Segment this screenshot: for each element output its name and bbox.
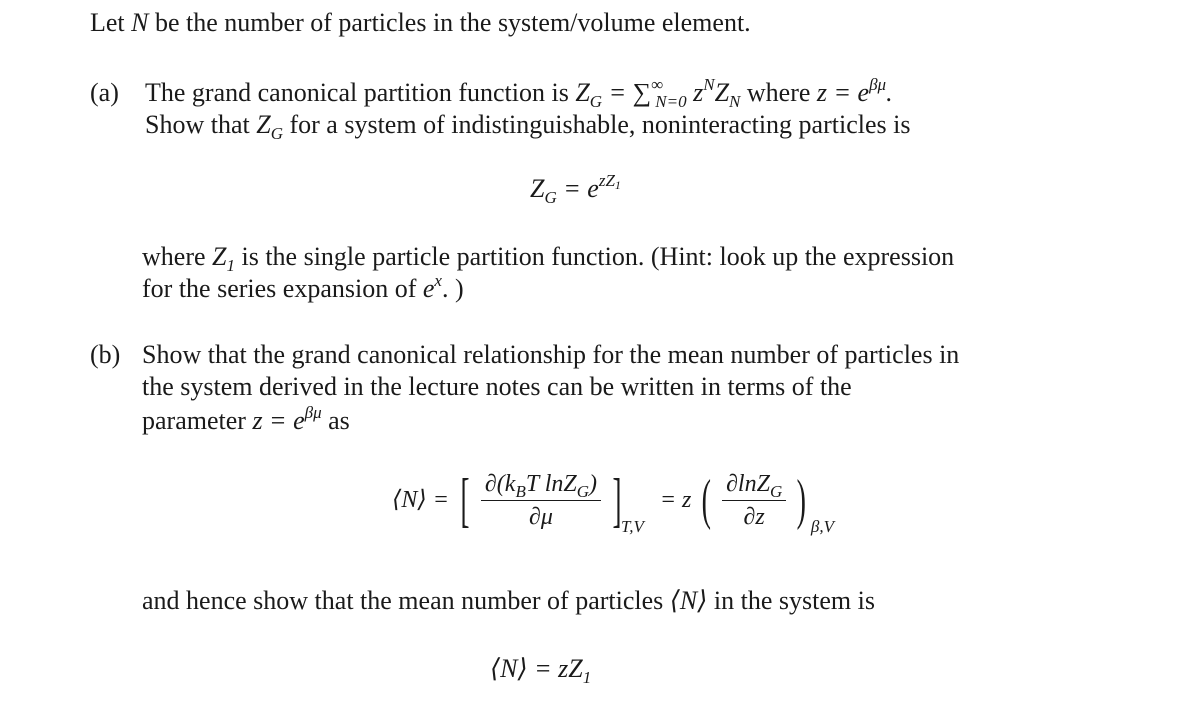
right-bracket: ] <box>612 467 622 533</box>
part-b-hence-after: in the system is <box>713 586 875 615</box>
part-a-after-line-2 <box>142 271 464 303</box>
part-a-display-equation: $Z_G = e^{zZ_1}$ <box>530 171 621 207</box>
part-b-final-equation: ⟨N⟩ = $zZ_1$ <box>490 654 592 687</box>
part-b-line-3-after: as <box>328 406 350 435</box>
part-a-after-line-1 <box>142 242 955 275</box>
part-a-line-1 <box>145 75 893 111</box>
mean-n-lhs: ⟨N⟩ = <box>392 487 449 513</box>
part-a-line-2-symbol: $Z_G$ <box>256 110 283 143</box>
bracket-fraction: $\frac{\partial(k_BT \ln Z_G)}{\partial\mu}$ <box>481 472 601 529</box>
part-b-display-equation <box>392 467 834 536</box>
part-b-line-2: the system derived in the lecture notes can be written in terms of the <box>142 372 852 401</box>
equals-z: = z <box>659 487 692 513</box>
part-a-after-1-before: where <box>142 242 206 271</box>
beta-v-subscript: β,V <box>810 516 834 536</box>
part-a-zg-sum-equation: $Z_G = \sum^\infty_{N=0}$ $z^NZ_N$ <box>575 75 741 111</box>
intro-line <box>90 10 751 36</box>
part-a-z-definition: $z = e^{\beta\mu}$. <box>816 75 893 107</box>
part-a-line-2-after: for a system of indistinguishable, noninteracting particles is <box>289 110 911 139</box>
part-a-z1-symbol: $Z_1$ <box>212 242 235 275</box>
part-b-mean-n-symbol: ⟨N⟩ <box>669 586 708 615</box>
part-b-line-1: Show that the grand canonical relationship for the mean number of particles in <box>142 340 960 369</box>
part-a-line-2-before: Show that <box>145 110 250 139</box>
part-a-after-1-after: is the single particle partition function. (Hint: look up the expression <box>241 242 955 271</box>
part-a-label: (a) <box>90 78 119 107</box>
left-bracket: [ <box>460 467 470 533</box>
intro-text-before: Let <box>90 8 132 37</box>
left-paren: ( <box>702 469 712 531</box>
paren-fraction: $\frac{\partial\ln Z_G}{\partial z}$ <box>722 472 786 529</box>
part-b-line-3 <box>142 403 350 435</box>
part-b-line-3-before: parameter <box>142 406 246 435</box>
part-a-after-2-before: for the series expansion of <box>142 274 417 303</box>
part-b-hence-before: and hence show that the mean number of particles <box>142 586 664 615</box>
right-paren: ) <box>796 469 807 531</box>
tv-subscript: T,V <box>621 516 644 536</box>
part-b-z-definition: $z = e^{\beta\mu}$ <box>252 403 322 435</box>
part-a-ex-symbol: $e^x$ <box>422 271 442 303</box>
part-a-after-2-after: . ) <box>441 274 464 303</box>
intro-text-after: be the number of particles in the system/volume element. <box>148 8 751 37</box>
part-a-where: where <box>746 78 811 107</box>
part-a-line-1-text: The grand canonical partition function is <box>145 78 569 107</box>
part-b-label: (b) <box>90 340 121 369</box>
part-a-line-2 <box>145 110 911 143</box>
intro-variable: N <box>131 8 149 37</box>
part-b-hence-line <box>142 588 875 614</box>
